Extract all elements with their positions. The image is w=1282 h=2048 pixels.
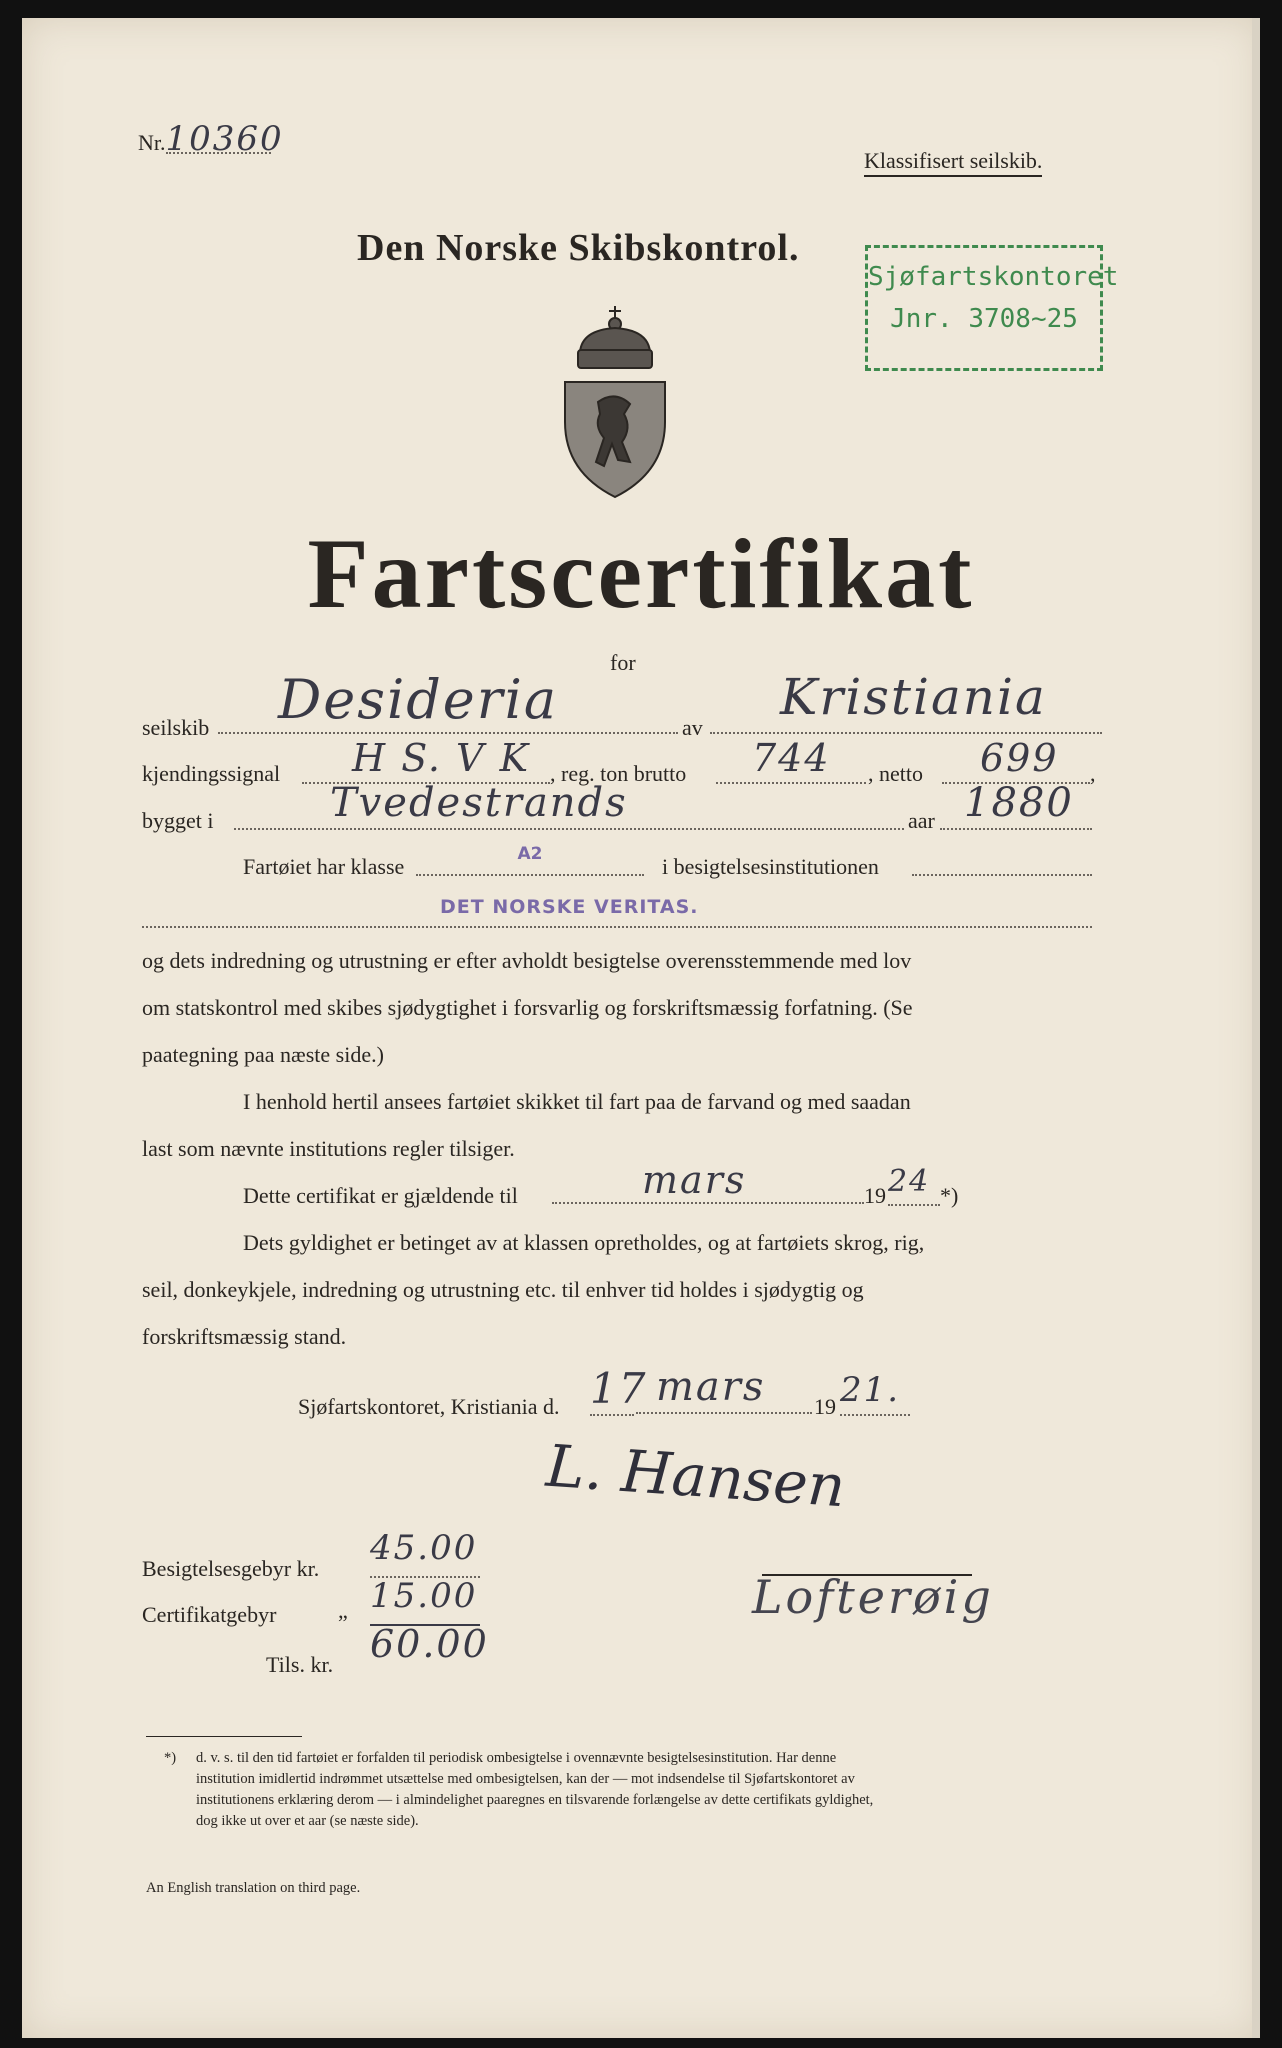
valid-month: mars: [552, 1158, 864, 1204]
office-stamp: [865, 245, 1119, 371]
paragraph-1-line-3: paategning paa næste side.): [142, 1042, 384, 1067]
year-label: aar: [908, 808, 935, 833]
inspection-fee-label: Besigtelsesgebyr kr.: [142, 1556, 320, 1581]
class-value: A2: [416, 844, 644, 876]
institution-line: [912, 844, 1092, 876]
paragraph-4-line-1: Dets gyldighet er betinget av at klassen opretholdes, og at fartøiets skrog, rig,: [243, 1230, 925, 1255]
class-label: Fartøiet har klasse: [243, 854, 405, 879]
nr-label: Nr.: [138, 130, 166, 155]
valid-year-suffix: 24: [888, 1164, 940, 1206]
for-label: for: [610, 650, 636, 675]
certificate-page: [22, 18, 1260, 2038]
certificate-fee-ditto: „: [338, 1598, 348, 1623]
classification-label: Klassifisert seilskib.: [864, 148, 1042, 177]
valid-label: Dette certifikat er gjældende til: [243, 1183, 518, 1208]
authority-heading: Den Norske Skibskontrol.: [357, 227, 800, 269]
stamp-line-1: Sjøfartskontoret: [868, 262, 1119, 292]
page-edge: [1252, 18, 1260, 2038]
footnote-line-4: dog ikke ut over et aar (se næste side).: [196, 1813, 419, 1829]
built-label: bygget i: [142, 808, 214, 833]
ship-name: Desideria: [218, 668, 678, 734]
footnote-line-3: institutionens erklæring derom — i almindelighet paaregnes en tilsvarende forlængelse av dette certifikats gyldighet,: [196, 1792, 874, 1808]
built-place: Tvedestrands: [234, 780, 904, 830]
trailing-comma: ,: [1090, 761, 1096, 786]
issued-year-suffix: 21.: [840, 1370, 910, 1416]
gross-label: , reg. ton brutto: [550, 761, 687, 786]
total-fee-value: 60.00: [370, 1622, 489, 1666]
signal-label: kjendingssignal: [142, 761, 281, 786]
paragraph-2-line-2: last som nævnte institutions regler tilsiger.: [142, 1136, 515, 1161]
footnote-marker: *): [164, 1750, 177, 1766]
total-fee-label: Tils. kr.: [266, 1652, 334, 1677]
issued-year-prefix: 19: [814, 1394, 836, 1419]
paragraph-2-line-1: I henhold hertil ansees fartøiet skikket til fart paa de farvand og med saadan: [243, 1089, 911, 1114]
certificate-fee-value: 15.00: [370, 1576, 480, 1626]
coat-of-arms-icon: [560, 302, 670, 500]
paragraph-1-line-1: og dets indredning og utrustning er efter avholdt besigtelse overensstemmende med lov: [142, 948, 912, 973]
gross-value: 744: [716, 736, 866, 784]
issued-month: mars: [636, 1364, 812, 1414]
footnote-rule: [146, 1736, 302, 1737]
of-label: av: [682, 715, 703, 740]
footnote-line-1: d. v. s. til den tid fartøiet er forfalden til periodisk ombesigtelse i ovennævnte besigtelsesinstitution. Har denne: [196, 1750, 837, 1766]
issued-place: Sjøfartskontoret, Kristiania d.: [298, 1394, 560, 1419]
paragraph-4-line-2: seil, donkeykjele, indredning og utrustning etc. til enhver tid holdes i sjødygtig og: [142, 1277, 864, 1302]
institution-value: DET NORSKE VERITAS.: [142, 896, 1092, 928]
nr-field: [138, 119, 284, 159]
stamp-line-2: Jnr. 3708~25: [890, 304, 1078, 334]
institution-label: i besigtelsesinstitutionen: [662, 854, 879, 879]
signal-value: H S. V K: [302, 736, 550, 784]
footnote-line-2: institution imidlertid indrømmet utsættelse med ombesigtelsen, kan der — mot indsendelse til Sjøfartskontoret av: [196, 1771, 855, 1787]
ship-label: seilskib: [142, 715, 210, 740]
translation-note: An English translation on third page.: [146, 1880, 361, 1896]
valid-year-prefix: 19: [864, 1183, 886, 1208]
certificate-title: Fartscertifikat: [307, 518, 975, 629]
net-label: , netto: [868, 761, 923, 786]
paragraph-1-line-2: om statskontrol med skibes sjødygtighet i forsvarlig og forskriftsmæssig forfatning. (Se: [142, 995, 913, 1020]
year-value: 1880: [940, 780, 1092, 830]
inspection-fee-value: 45.00: [370, 1528, 480, 1578]
paragraph-4-line-3: forskriftsmæssig stand.: [142, 1324, 347, 1349]
home-port: Kristiania: [710, 668, 1102, 734]
second-signature: Lofterøig: [752, 1570, 994, 1624]
issued-day: 17: [590, 1364, 634, 1416]
net-value: 699: [942, 736, 1090, 784]
certificate-fee-label: Certifikatgebyr: [142, 1602, 277, 1627]
nr-value: 10360: [165, 119, 284, 159]
signature: L. Hansen: [543, 1431, 848, 1521]
valid-close: *): [940, 1183, 959, 1208]
